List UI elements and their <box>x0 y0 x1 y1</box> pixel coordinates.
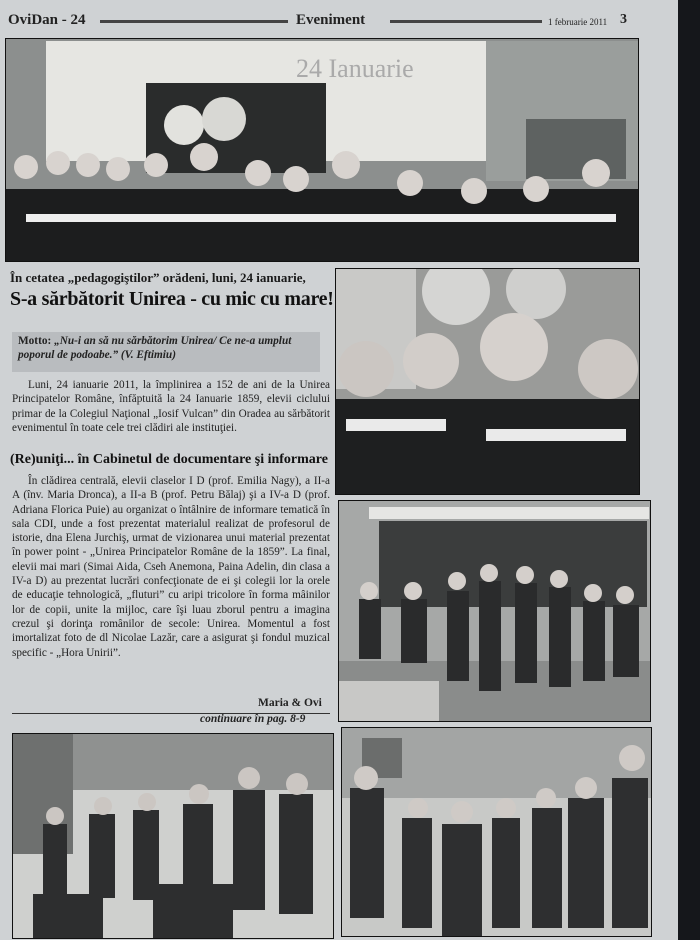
scan-edge <box>678 0 700 940</box>
publication-name: OviDan - 24 <box>8 12 86 28</box>
board-writing: 24 Ianuarie <box>296 54 414 83</box>
continued-note: continuare în pag. 8-9 <box>200 713 306 725</box>
article-subheading: (Re)uniţi... în Cabinetul de documentare şi informare <box>10 452 328 467</box>
photo-class-group <box>338 500 651 722</box>
section-title: Eveniment <box>296 12 366 28</box>
article-paragraph-1: Luni, 24 ianuarie 2011, la împlinirea a 152 de ani de la Unirea Principatelor Române, înfăptuită la 24 Ianuarie 1859, elevii ciclului primar de la Colegiul Naţional „Iosif Vulcan” din Oradea au sărbătorit evenimentul în toate cele trei clădiri ale instituţiei. <box>12 379 330 434</box>
motto-text: „Nu-i an să nu sărbătorim Unirea/ Ce ne-a umplut poporul de podoabe.” (V. Eftimiu) <box>18 335 292 361</box>
header-rule-left <box>100 20 288 23</box>
photo-girls-butterflies <box>335 268 640 495</box>
article-motto <box>12 332 320 372</box>
header-rule-right <box>390 20 542 23</box>
article-kicker: În cetatea „pedagogiştilor” orădeni, luni, 24 ianuarie, <box>10 270 306 285</box>
article-headline: S-a sărbătorit Unirea - cu mic cu mare! <box>10 288 334 310</box>
photo-outdoor-left <box>12 733 334 939</box>
photo-class-top <box>5 38 639 262</box>
page-header <box>8 10 648 32</box>
motto-label: Motto: <box>18 335 52 347</box>
article-signature: Maria & Ovi <box>258 697 322 709</box>
page-number: 3 <box>620 12 627 27</box>
issue-date: 1 februarie 2011 <box>548 17 608 27</box>
photo-outdoor-right <box>341 727 652 937</box>
article-paragraph-2: În clădirea centrală, elevii claselor I D (prof. Emilia Nagy), a II-a A (înv. Maria Dronca), a II-a B (prof. Petru Bălaj) şi a IV-a D (prof. Adriana Florica Puie) au organizat o întâlnire de informare tematică în sala CDI, unde a fost prezentat materialul realizat de profesorul de istorie, dna Elena Jurchiş, urmat de vizionarea unui material prezentat în power point - „Unirea Principatelor Române de la 1859”. La final, elevii mai mari (Simai Aida, Cseh Anemona, Paina Adelin, din clasa a IV-a D) au prezentat lucrări confecţionate de ei şi colegii lor la orele de educaţie tehnologică, „fluturi” cu aripi tricolore în forma mâinilor lor de copii, unite la mijloc, care îşi luau zborul pentru a imagina crezul şi dorinţa românilor de secole: Unirea. Momentul a fost imortalizat foto de dl Nicolae Lazăr, care a asigurat şi fondul muzical specific - „Hora Unirii”. <box>12 475 330 659</box>
